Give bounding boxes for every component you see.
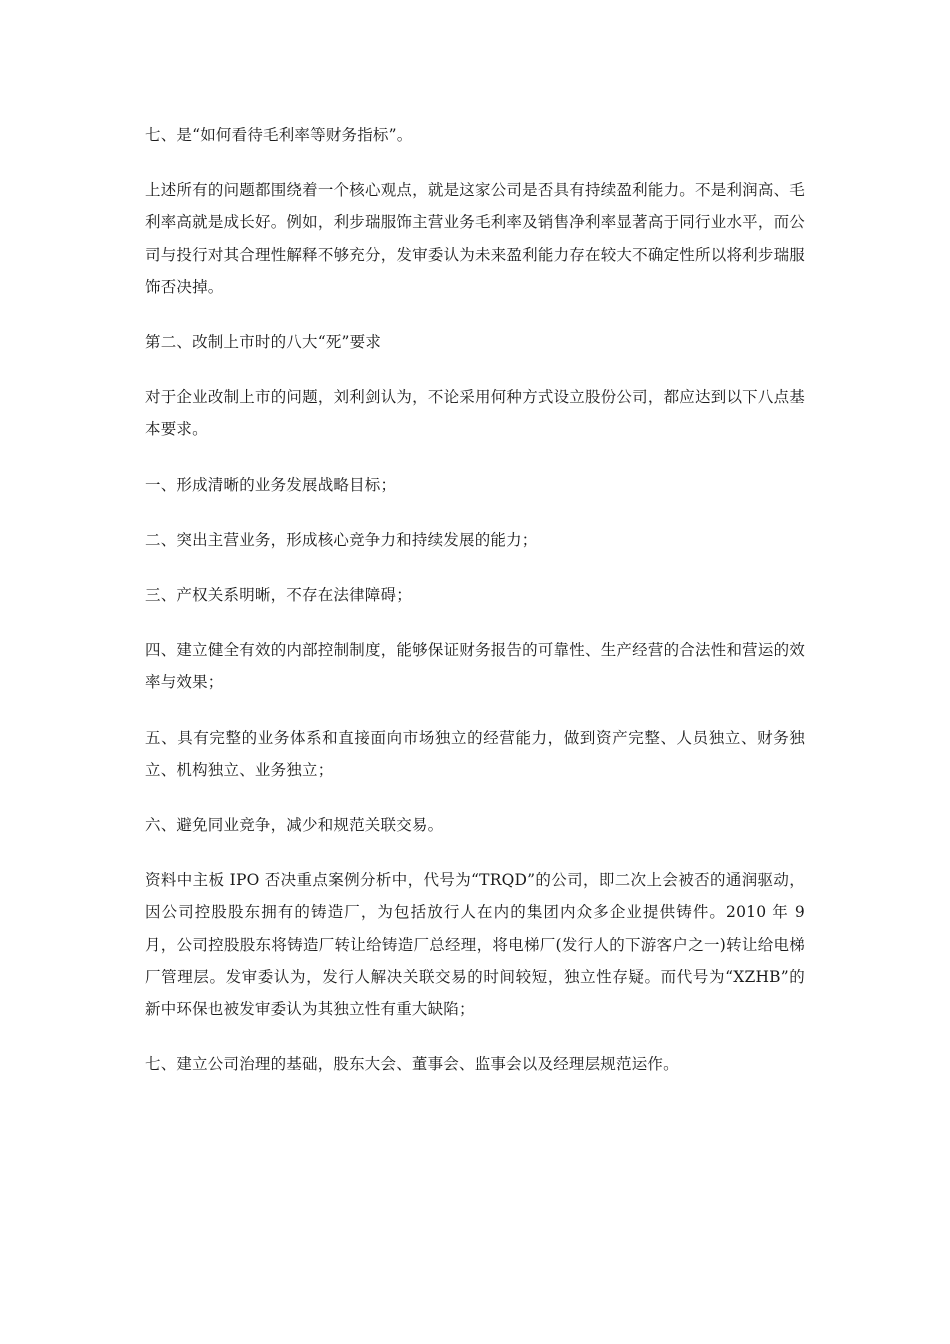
list-item-requirement-3: 三、产权关系明晰，不存在法律障碍； (145, 586, 412, 605)
paragraph-case-analysis: 资料中主板 IPO 否决重点案例分析中，代号为“TRQD”的公司，即二次上会被否的通润驱动，因公司控股股东拥有的铸造厂，为包括放行人在内的集团内众多企业提供铸件。2010 年 9 月，公司控股股东将铸造厂转让给铸造厂总经理，将电梯厂(发行人的下游客户之一)转让给电梯厂管理层。发审委认为，发行人解决关联交易的时间较短，独立性存疑。而代号为“XZHB”的新中环保也被发审委认为其独立性有重大缺陷； (145, 871, 805, 1019)
list-item-requirement-5: 五、具有完整的业务体系和直接面向市场独立的经营能力，做到资产完整、人员独立、财务独立、机构独立、业务独立； (145, 728, 805, 779)
list-item-requirement-7: 七、建立公司治理的基础，股东大会、董事会、监事会以及经理层规范运作。 (145, 1055, 679, 1074)
section-heading-eight-requirements: 第二、改制上市时的八大“死”要求 (145, 333, 382, 352)
paragraph-core-view-profitability: 上述所有的问题都围绕着一个核心观点，就是这家公司是否具有持续盈利能力。不是利润高、毛利率高就是成长好。例如，利步瑞服饰主营业务毛利率及销售净利率显著高于同行业水平，而公司与投行对其合理性解释不够充分，发审委认为未来盈利能力存在较大不确定性所以将利步瑞服饰否决掉。 (145, 181, 805, 296)
document-body (145, 119, 805, 1103)
list-item-requirement-2: 二、突出主营业务，形成核心竞争力和持续发展的能力； (145, 530, 538, 549)
list-item-requirement-6: 六、避免同业竞争，减少和规范关联交易。 (145, 816, 444, 835)
paragraph-requirements-intro: 对于企业改制上市的问题，刘利剑认为，不论采用何种方式设立股份公司，都应达到以下八点基本要求。 (145, 388, 805, 439)
list-item-requirement-4: 四、建立健全有效的内部控制制度，能够保证财务报告的可靠性、生产经营的合法性和营运的效率与效果； (145, 641, 805, 692)
paragraph-point-seven-gross-margin: 七、是“如何看待毛利率等财务指标”。 (145, 126, 413, 144)
list-item-requirement-1: 一、形成清晰的业务发展战略目标； (145, 475, 397, 494)
